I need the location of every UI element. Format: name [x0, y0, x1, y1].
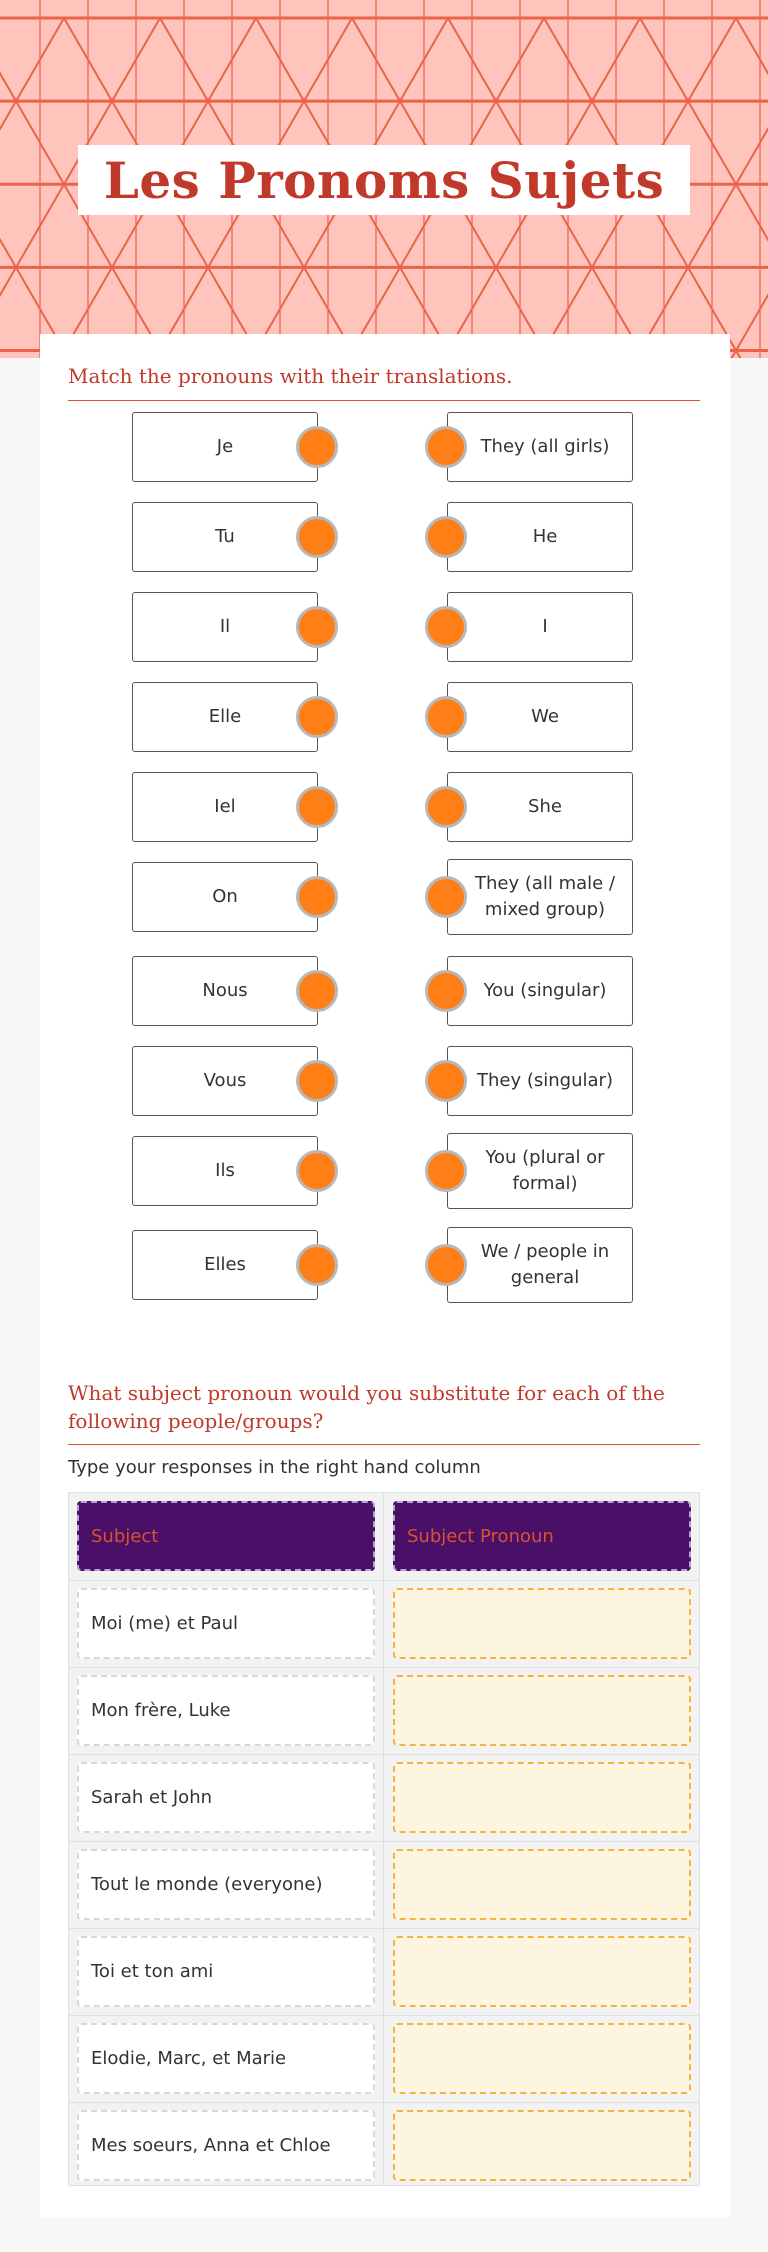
row-divider: [69, 1841, 699, 1842]
row-divider: [69, 2102, 699, 2103]
header-subject: Subject: [77, 1501, 375, 1571]
translation-item: He: [447, 502, 633, 572]
pronoun-item: Vous: [132, 1046, 318, 1116]
divider: [68, 400, 700, 401]
translation-item: They (all male / mixed group): [447, 859, 633, 935]
match-handle[interactable]: [296, 1060, 338, 1102]
match-handle[interactable]: [296, 786, 338, 828]
match-handle[interactable]: [296, 606, 338, 648]
answer-input[interactable]: [393, 2110, 691, 2181]
subject-cell: Mes soeurs, Anna et Chloe: [77, 2110, 375, 2181]
title-box: [78, 145, 690, 215]
translation-item: You (plural or formal): [447, 1133, 633, 1209]
pronoun-item: Tu: [132, 502, 318, 572]
row-divider: [69, 1928, 699, 1929]
column-divider: [383, 1493, 384, 2185]
pronoun-item: Elle: [132, 682, 318, 752]
match-handle[interactable]: [296, 696, 338, 738]
match-handle[interactable]: [425, 606, 467, 648]
answer-input[interactable]: [393, 1936, 691, 2007]
match-handle[interactable]: [296, 426, 338, 468]
row-divider: [69, 1754, 699, 1755]
pattern-line: [721, 18, 768, 358]
header-banner: [0, 0, 768, 358]
answer-input[interactable]: [393, 1849, 691, 1920]
response-table: [68, 1492, 700, 2186]
match-handle[interactable]: [425, 876, 467, 918]
match-handle[interactable]: [425, 516, 467, 558]
match-handle[interactable]: [296, 516, 338, 558]
translation-item: We / people in general: [447, 1227, 633, 1303]
translation-item: We: [447, 682, 633, 752]
match-handle[interactable]: [425, 426, 467, 468]
header-subject-pronoun: Subject Pronoun: [393, 1501, 691, 1571]
match-handle[interactable]: [425, 1150, 467, 1192]
worksheet-card: [40, 334, 730, 2218]
subject-cell: Moi (me) et Paul: [77, 1588, 375, 1659]
match-handle[interactable]: [296, 1244, 338, 1286]
row-divider: [69, 1580, 699, 1581]
pronoun-item: Elles: [132, 1230, 318, 1300]
instruction-text: Type your responses in the right hand column: [68, 1457, 481, 1478]
pronoun-item: Iel: [132, 772, 318, 842]
row-divider: [69, 2015, 699, 2016]
translation-item: They (singular): [447, 1046, 633, 1116]
match-handle[interactable]: [425, 1060, 467, 1102]
match-handle[interactable]: [425, 696, 467, 738]
match-handle[interactable]: [425, 970, 467, 1012]
translation-item: They (all girls): [447, 412, 633, 482]
pronoun-item: Nous: [132, 956, 318, 1026]
divider: [68, 1444, 700, 1445]
pronoun-item: Je: [132, 412, 318, 482]
match-handle[interactable]: [296, 1150, 338, 1192]
question-1: Match the pronouns with their translations.: [68, 364, 513, 388]
pattern-line: [736, 18, 768, 358]
match-handle[interactable]: [296, 876, 338, 918]
page-title: Les Pronoms Sujets: [103, 150, 665, 210]
translation-item: You (singular): [447, 956, 633, 1026]
row-divider: [69, 1667, 699, 1668]
subject-cell: Toi et ton ami: [77, 1936, 375, 2007]
subject-cell: Sarah et John: [77, 1762, 375, 1833]
pronoun-item: On: [132, 862, 318, 932]
subject-cell: Mon frère, Luke: [77, 1675, 375, 1746]
question-2: What subject pronoun would you substitute for each of the following people/groups?: [68, 1381, 665, 1433]
match-handle[interactable]: [296, 970, 338, 1012]
translation-item: I: [447, 592, 633, 662]
answer-input[interactable]: [393, 2023, 691, 2094]
pronoun-item: Il: [132, 592, 318, 662]
translation-item: She: [447, 772, 633, 842]
pronoun-item: Ils: [132, 1136, 318, 1206]
answer-input[interactable]: [393, 1588, 691, 1659]
subject-cell: Elodie, Marc, et Marie: [77, 2023, 375, 2094]
answer-input[interactable]: [393, 1762, 691, 1833]
match-handle[interactable]: [425, 786, 467, 828]
match-handle[interactable]: [425, 1244, 467, 1286]
answer-input[interactable]: [393, 1675, 691, 1746]
pattern-line: [0, 18, 64, 358]
subject-cell: Tout le monde (everyone): [77, 1849, 375, 1920]
